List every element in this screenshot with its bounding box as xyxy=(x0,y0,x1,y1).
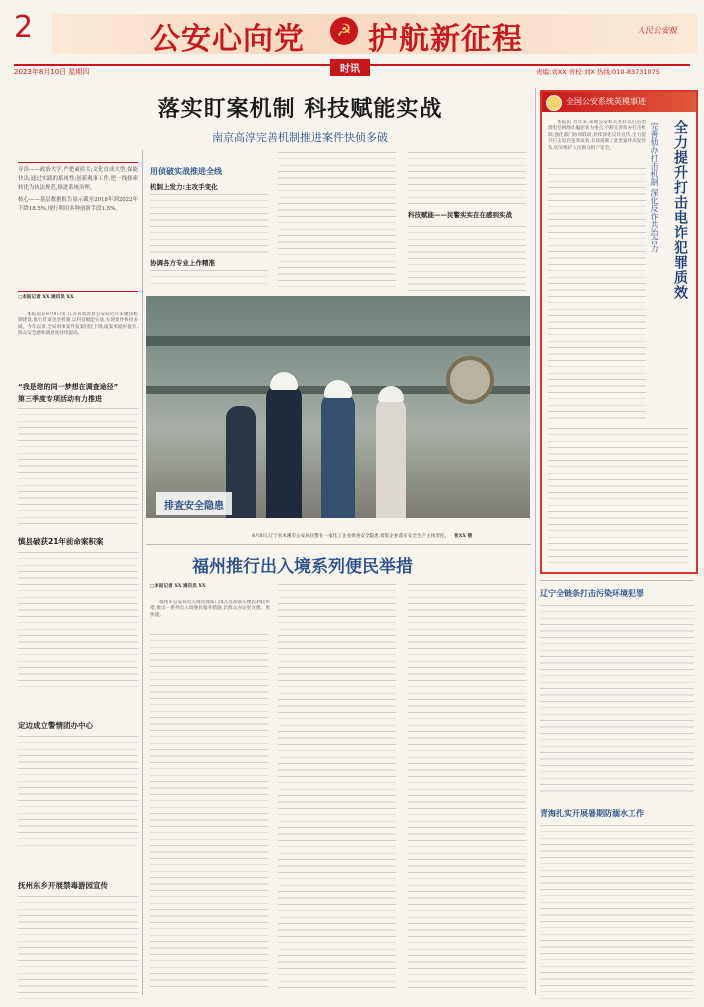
main-headline-text: 落实盯案机制 科技赋能实战 xyxy=(157,97,443,122)
photo-helmet xyxy=(270,372,298,390)
left-story-1 xyxy=(18,382,138,528)
left-story-2 xyxy=(18,536,138,692)
photo-stamp xyxy=(156,492,232,515)
sidebar-vertical-subheadline xyxy=(650,122,664,422)
section-head-1: 机制上发力:主攻手变化 xyxy=(150,183,218,191)
lower-body-col xyxy=(408,584,526,992)
main-body-col-1 xyxy=(18,312,138,372)
photo-caption xyxy=(252,522,530,541)
right-story-2-body xyxy=(540,825,694,1003)
left-story-4-headline: 抚州东乡开展禁毒游园宣传 xyxy=(18,881,108,890)
photo-helmet xyxy=(324,380,352,398)
sidebar-header-text: 全国公安系统英模事迹 xyxy=(566,97,646,106)
photo-credit: 张XX 摄 xyxy=(454,534,473,539)
left-story-3-body xyxy=(18,736,138,851)
left-story-1-headline: “我是您的同一梦想在调查途径” xyxy=(18,383,119,391)
section-label: 时讯 xyxy=(330,59,370,76)
sidebar-body-intro xyxy=(548,120,646,164)
body-col-block xyxy=(278,152,396,292)
masthead-title-right: 护航新征程 xyxy=(368,22,523,57)
editor-line: 责编:刘XX 责校:刘X 热线:010-83731075 xyxy=(536,68,660,76)
left-story-2-body xyxy=(18,552,138,692)
photo-valve xyxy=(446,356,494,404)
sidebar-headline-text: 全力提升打击电诈犯罪质效 xyxy=(672,120,688,300)
page-number: 2 xyxy=(14,10,34,45)
issue-date: 2023年8月10日 星期四 xyxy=(14,68,90,76)
sidebar-header-bar xyxy=(542,92,696,112)
left-story-3 xyxy=(18,720,138,851)
main-headline xyxy=(70,92,530,145)
photo-person xyxy=(266,384,302,518)
lower-body-col xyxy=(150,634,268,992)
main-kicker: 用侦破实战推进全线 xyxy=(150,167,222,176)
party-emblem: ☭ xyxy=(330,17,358,45)
left-story-4 xyxy=(18,880,138,1001)
main-subheadline: 南京高淳完善机制推进案件快侦多破 xyxy=(212,131,388,144)
body-col-block xyxy=(150,270,268,288)
masthead xyxy=(0,0,704,80)
left-story-4-body xyxy=(18,896,138,1001)
right-story-2 xyxy=(540,808,694,1003)
section-head-2: 协调各方专业上作精准 xyxy=(150,259,215,267)
sidebar-subheadline-text: 完善侦办打击机制 深化反诈共治合力 xyxy=(650,122,659,253)
right-story-1-headline: 辽宁全链条打击污染环境犯罪 xyxy=(540,589,644,598)
paper-logo: 人民公安报 xyxy=(637,26,677,35)
section-rule xyxy=(146,544,531,545)
photo-person xyxy=(321,392,355,518)
left-story-2-headline: 慎县破获21年前命案积案 xyxy=(18,537,104,546)
police-badge-icon xyxy=(546,95,562,111)
left-story-3-headline: 定边成立警情团办中心 xyxy=(18,721,93,730)
sidebar-body-paragraph: 本报讯 近年来,某地公安机关坚持以打击治理电信网络诈骗犯罪为重点,不断完善侦办打击机制,强化部门协同联动,持续深化反诈宣传,全力提升打击电诈犯罪质效,有效遏制了此类案件高发势头,切实维护人民群众财产安全。 xyxy=(548,120,646,151)
left-story-1-subheadline: 第三季度专项活动有力推进 xyxy=(18,395,102,403)
body-col-block xyxy=(408,226,526,292)
summary-box xyxy=(18,162,138,292)
sidebar-body-col xyxy=(548,428,688,566)
photo-pipe xyxy=(146,336,530,346)
lower-story-headline: 福州推行出入境系列便民举措 xyxy=(192,557,413,577)
photo-person xyxy=(376,398,406,518)
lower-story xyxy=(146,548,531,998)
main-reporters: □本报记者 XX 通讯员 XX xyxy=(18,295,74,300)
news-photo xyxy=(146,296,530,518)
body-col-block xyxy=(150,194,268,254)
photo-caption-text: 8月8日,辽宁省本溪市公安局民警在一家化工企业排查安全隐患,督促企业落实安全生产主体责任。 xyxy=(252,534,450,539)
sidebar-vertical-headline xyxy=(668,120,690,410)
section-head-3: 科技赋能——民警实实在在感到实战 xyxy=(408,211,512,219)
lower-story-paragraph: 福州市公安局出入境管理部门深入贯彻落实便民利民举措,推出一系列出入境便民服务措施,让群众办证更方便、更快捷。 xyxy=(150,600,270,618)
body-col-block xyxy=(408,152,526,208)
column-rule xyxy=(142,150,143,995)
sidebar-body-col xyxy=(548,168,646,420)
left-story-1-body xyxy=(18,408,138,528)
summary-text: 导读——政治大学,严把素质关;文化育成大型,保能快出;通过实践的系统性;创新观事工作,把一线探索转化为执法规范,推进系统治理。 xyxy=(18,167,138,191)
lower-story-reporters: □本报记者 XX 通讯员 XX xyxy=(150,584,206,589)
sidebar-feature xyxy=(540,90,698,574)
right-story-1-body xyxy=(540,605,694,795)
main-body-paragraph: 本报南京8月9日电 江苏省高淳县公安局近年来聚焦机制建设,推行盯案攻坚机制,以科技赋能实战,实现案件快侦多破。今年以来,全局刑事案件发案同比下降,破案率稳步提升,群众安全感和满意度持续提高。 xyxy=(18,312,138,337)
masthead-title-left: 公安心向党 xyxy=(150,22,305,57)
summary-extra-text: 核心——基层数据报告显示截至2018年到2022年下降18.5%,现行利用多种创新手段1.5%。 xyxy=(18,197,138,212)
right-story-2-headline: 青海扎实开展暑期防溺水工作 xyxy=(540,809,644,818)
right-story-1 xyxy=(540,588,694,795)
lower-body-col xyxy=(278,584,396,992)
lower-story-body xyxy=(150,600,270,630)
photo-stamp-text: 排查安全隐患 xyxy=(164,501,224,512)
section-rule xyxy=(540,580,694,581)
column-rule xyxy=(535,88,536,995)
